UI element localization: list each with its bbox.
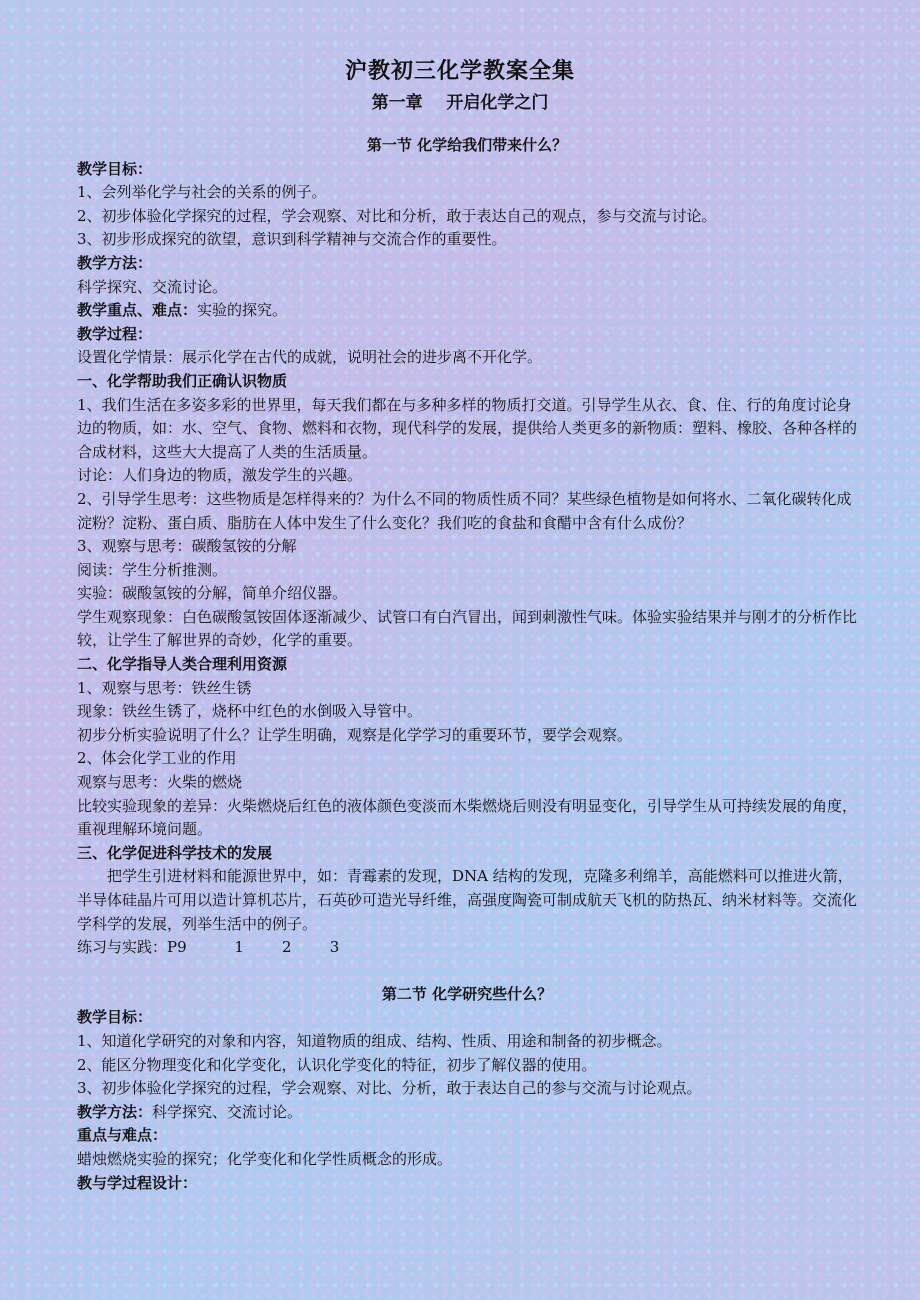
paragraph: 初步分析实验说明了什么？让学生明确，观察是化学学习的重要环节，要学会观察。 [77,725,633,744]
section-spacer [77,960,857,983]
process-label: 教学过程： [77,324,153,343]
goal-item: 1、会列举化学与社会的关系的例子。 [77,183,327,202]
key-text: 蜡烛燃烧实验的探究；化学变化和化学性质概念的形成。 [77,1149,453,1168]
method-line [77,1101,857,1125]
paragraph: 讨论：人们身边的物质，激发学生的兴趣。 [77,466,363,485]
document-body [77,134,857,1195]
method-label: 教学方法： [77,1102,153,1121]
paragraph: 1、观察与思考：铁丝生锈 [77,678,252,697]
section-title: 第一节 化学给我们带来什么？ [366,136,568,154]
key-label: 重点与难点： [77,1126,168,1145]
paragraph: 学生观察现象：白色碳酸氢铵固体逐渐减少、试管口有白汽冒出，闻到刺激性气味。体验实验结果并与刚才的分析作比较，让学生了解世界的奇妙，化学的重要。 [77,607,858,650]
method-label: 教学方法： [77,253,153,272]
intro-text: 设置化学情景：展示化学在古代的成就，说明社会的进步离不开化学。 [77,348,543,367]
paragraph: 把学生引进材料和能源世界中，如：青霉素的发现，DNA 结构的发现，克隆多利绵羊，高能燃料可以推进火箭，半导体硅晶片可用以造计算机芯片，石英砂可造光导纤维，高强度陶瓷可制成航天飞机的防热瓦、纳米材料等。交流化学科学的发展，列举生活中的例子。 [77,867,858,933]
goal-item: 2、初步体验化学探究的过程，学会观察、对比和分析，敢于表达自己的观点，参与交流与讨论。 [77,206,717,225]
part-title: 一、化学帮助我们正确认识物质 [77,371,288,390]
paragraph: 3、观察与思考：碳酸氢铵的分解 [77,537,297,556]
goals-label: 教学目标： [77,1008,153,1027]
document-title: 沪教初三化学教案全集 [344,58,575,84]
process-label: 教与学过程设计： [77,1173,198,1192]
paragraph: 比较实验现象的差异：火柴燃烧后红色的液体颜色变淡而木柴燃烧后则没有明显变化，引导学生从可持续发展的角度，重视理解环境问题。 [77,796,858,839]
part-title: 三、化学促进科学技术的发展 [77,843,273,862]
method-text: 科学探究、交流讨论。 [77,277,228,296]
part-title: 二、化学指导人类合理利用资源 [77,655,288,674]
goal-item: 3、初步体验化学探究的过程，学会观察、对比、分析，敢于表达自己的参与交流与讨论观点。 [77,1079,702,1098]
paragraph: 阅读：学生分析推测。 [77,560,228,579]
key-label: 教学重点、难点： [77,301,198,320]
key-points [77,299,857,323]
goals-label: 教学目标： [77,159,153,178]
chapter-title: 第一章 开启化学之门 [371,93,549,113]
section-title: 第二节 化学研究些什么？ [381,984,553,1003]
goal-item: 3、初步形成探究的欲望，意识到科学精神与交流合作的重要性。 [77,230,507,249]
paragraph: 观察与思考：火柴的燃烧 [77,773,243,792]
paragraph: 现象：铁丝生锈了，烧杯中红色的水倒吸入导管中。 [77,702,423,721]
paragraph: 2、引导学生思考：这些物质是怎样得来的？为什么不同的物质性质不同？某些绿色植物是如何将水、二氧化碳转化成淀粉？淀粉、蛋白质、脂肪在人体中发生了什么变化？我们吃的食盐和食醋中含有什么成份？ [77,489,852,532]
goal-item: 2、能区分物理变化和化学变化，认识化学变化的特征，初步了解仪器的使用。 [77,1055,597,1074]
paragraph: 1、我们生活在多姿多彩的世界里，每天我们都在与多种多样的物质打交道。引导学生从衣、食、住、行的角度讨论身边的物质，如：水、空气、食物、燃料和衣物，现代科学的发展，提供给人类更多的新物质：塑料、橡胶、各种各样的合成材料，这些大大提高了人类的生活质量。 [77,395,858,461]
method-text: 科学探究、交流讨论。 [152,1102,303,1121]
practice-line: 练习与实践：P9 1 2 3 [77,938,340,957]
paragraph: 2、体会化学工业的作用 [77,749,237,768]
paragraph: 实验：碳酸氢铵的分解，简单介绍仪器。 [77,584,348,603]
goal-item: 1、知道化学研究的对象和内容，知道物质的组成、结构、性质、用途和制备的初步概念。 [77,1031,672,1050]
key-text: 实验的探究。 [197,301,288,320]
